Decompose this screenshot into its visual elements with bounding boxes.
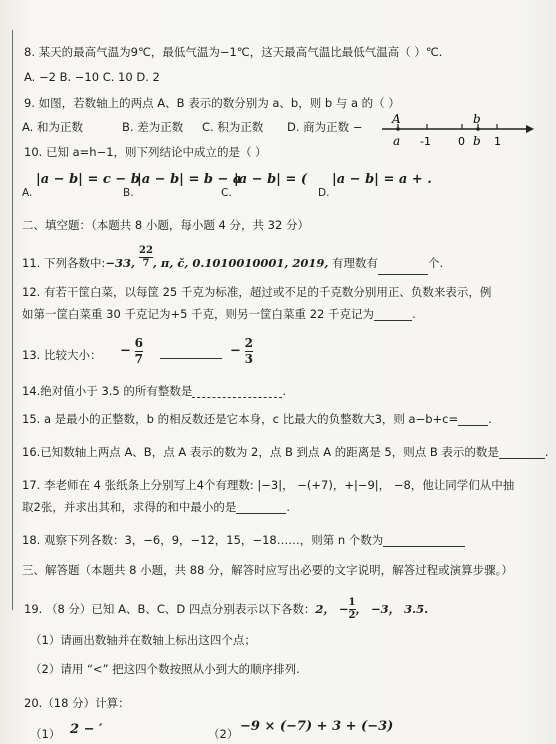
q17-line-2-text: 取2张，并求出其和，求得的和中最小的是 bbox=[22, 500, 237, 514]
label-b: b bbox=[473, 134, 481, 148]
q19-nums-2: ， −3， 3.5. bbox=[355, 602, 429, 616]
q12-line-2 bbox=[22, 307, 416, 321]
q13-fraction-2 bbox=[230, 337, 253, 366]
q17-answer-blank[interactable] bbox=[236, 501, 286, 514]
q20-heading: 20.（18 分）计算： bbox=[24, 696, 130, 710]
q11-suffix: 有理数有 bbox=[328, 256, 379, 270]
q17-line-2 bbox=[22, 500, 290, 514]
q19-frac-num: 1 bbox=[348, 597, 356, 608]
q10-stem: 10. 已知 a=h−1，则下列结论中成立的是（ ） bbox=[24, 145, 267, 159]
q11-frac-den: 7 bbox=[142, 258, 150, 269]
q15-text: 15. a 是最小的正整数，b 的相反数还是它本身，c 比最大的负整数大3，则 a−b+c= bbox=[22, 412, 459, 426]
q9-option-b: B. 差为正数 bbox=[122, 120, 184, 134]
q10-option-b-letter: B. bbox=[123, 187, 134, 199]
q15-line bbox=[22, 412, 492, 426]
q19-sub-2: （2）请用 “<” 把这四个数按照从小到大的顺序排列. bbox=[30, 662, 300, 676]
q16-tail: . bbox=[544, 445, 549, 459]
left-margin-line bbox=[12, 30, 13, 610]
q14-answer-blank[interactable] bbox=[192, 385, 282, 398]
q20-part-2-expr: −9 × (−7) + 3 + (−3) bbox=[240, 719, 394, 734]
number-line-arrow bbox=[526, 125, 534, 133]
q14-tail: . bbox=[282, 384, 287, 398]
q10-option-d-letter: D. bbox=[318, 187, 330, 199]
q11-frac-num: 22 bbox=[138, 245, 153, 256]
q10-option-d: |a − b| = a + . bbox=[332, 172, 432, 187]
q13-f2-den: 3 bbox=[244, 352, 253, 366]
q16-line bbox=[22, 445, 549, 459]
q14-line bbox=[22, 384, 286, 398]
q13-f1-num: 6 bbox=[134, 336, 143, 350]
q8-stem: 8. 某天的最高气温为9℃，最低气温为−1℃，这天最高气温比最低气温高（ ）℃. bbox=[24, 45, 443, 59]
q10-option-a-letter: A. bbox=[22, 187, 33, 199]
q18-line bbox=[22, 533, 465, 547]
q11-line bbox=[22, 245, 444, 275]
q12-answer-blank[interactable] bbox=[374, 308, 412, 321]
q11-fraction bbox=[139, 246, 153, 269]
q13-f1-den: 7 bbox=[134, 352, 143, 366]
q19-frac-den: 2 bbox=[348, 610, 356, 621]
q12-line-1: 12. 有若干筐白菜，以每筐 25 千克为标准，超过或不足的千克数分别用正、负数来表示，例 bbox=[22, 285, 492, 299]
q13-f2-num: 2 bbox=[244, 336, 253, 350]
q17-line-1: 17. 李老师在 4 张纸条上分别写上4个有理数: |−3|， −(+7)，+|−9|， −8，他让同学们从中抽 bbox=[22, 478, 515, 492]
label-A: A bbox=[392, 112, 401, 126]
q19-fraction bbox=[349, 598, 356, 621]
q9-option-d: D. 商为正数 − bbox=[287, 120, 363, 134]
q9-stem: 9. 如图，若数轴上的两点 A、B 表示的数分别为 a、b，则 b 与 a 的（ ） bbox=[24, 96, 400, 110]
q19-line bbox=[24, 598, 428, 621]
point-a bbox=[396, 127, 400, 131]
section-3-heading: 三、解答题（本题共 8 小题，共 88 分，解答时应写出必要的文字说明，解答过程或演算步骤。） bbox=[22, 563, 513, 577]
q19-sub-1: （1）请画出数轴并在数轴上标出这四个点； bbox=[30, 633, 256, 647]
q11-numbers: −33, bbox=[105, 256, 139, 270]
q19-prefix: 19. （8 分）已知 A、B、C、D 四点分别表示以下各数： bbox=[24, 602, 316, 616]
q19-nums-1: 2， − bbox=[315, 602, 349, 616]
q20-part-2-label: （2） bbox=[208, 727, 239, 741]
q17-tail: . bbox=[286, 500, 290, 514]
label-minus-one: -1 bbox=[420, 135, 431, 148]
q10-option-c-letter: C. bbox=[221, 187, 232, 199]
q8-options: A. −2 B. −10 C. 10 D. 2 bbox=[24, 70, 160, 84]
q16-answer-blank[interactable] bbox=[499, 446, 545, 459]
q10-option-a: |a − b| = c − b bbox=[36, 172, 140, 187]
label-zero: 0 bbox=[458, 135, 465, 148]
label-a: a bbox=[393, 134, 401, 148]
q13-answer-blank[interactable] bbox=[160, 346, 222, 359]
q12-line-2-text: 如第一筐白菜重 30 千克记为+5 千克，则另一筐白菜重 22 千克记为 bbox=[22, 307, 374, 321]
q20-part-1-expr: 2 − ′ bbox=[70, 722, 103, 737]
q20-part-1-label: （1） bbox=[30, 727, 61, 741]
point-b bbox=[476, 127, 480, 131]
q13-prefix: 13. 比较大小： bbox=[22, 348, 102, 362]
q13-f2-sign: − bbox=[230, 343, 241, 359]
label-B: b bbox=[473, 112, 481, 126]
q9-option-a: A. 和为正数 bbox=[22, 120, 83, 134]
q11-tail: 个. bbox=[428, 256, 444, 270]
label-one: 1 bbox=[494, 135, 501, 148]
q13-f1-sign: − bbox=[120, 343, 131, 359]
q10-option-c: |a − b| = ( bbox=[234, 172, 308, 187]
section-2-heading: 二、填空题：（本题共 8 小题，每小题 4 分，共 32 分） bbox=[22, 218, 309, 232]
q11-answer-blank[interactable] bbox=[378, 262, 428, 275]
q14-text: 14.绝对值小于 3.5 的所有整数是 bbox=[22, 384, 193, 398]
q13-fraction-1 bbox=[120, 337, 143, 366]
q18-text: 18. 观察下列各数：3，−6，9，−12，15，−18……，则第 n 个数为 bbox=[22, 533, 384, 547]
q16-text: 16.已知数轴上两点 A、B，点 A 表示的数为 2，点 B 到点 A 的距离是 5，则点 B 表示的数是 bbox=[22, 445, 499, 459]
q15-tail: . bbox=[488, 412, 492, 426]
q9-number-line bbox=[380, 112, 540, 158]
q9-option-c: C. 积为正数 bbox=[202, 120, 264, 134]
q15-answer-blank[interactable] bbox=[458, 413, 488, 426]
q11-numbers-2: , π, č, 0.1010010001, 2019, bbox=[152, 256, 329, 270]
q10-option-b: |a − b| = b − a bbox=[137, 172, 242, 187]
q11-prefix: 11. 下列各数中: bbox=[22, 256, 106, 270]
q18-answer-blank[interactable] bbox=[383, 534, 465, 547]
q12-tail: . bbox=[412, 307, 416, 321]
